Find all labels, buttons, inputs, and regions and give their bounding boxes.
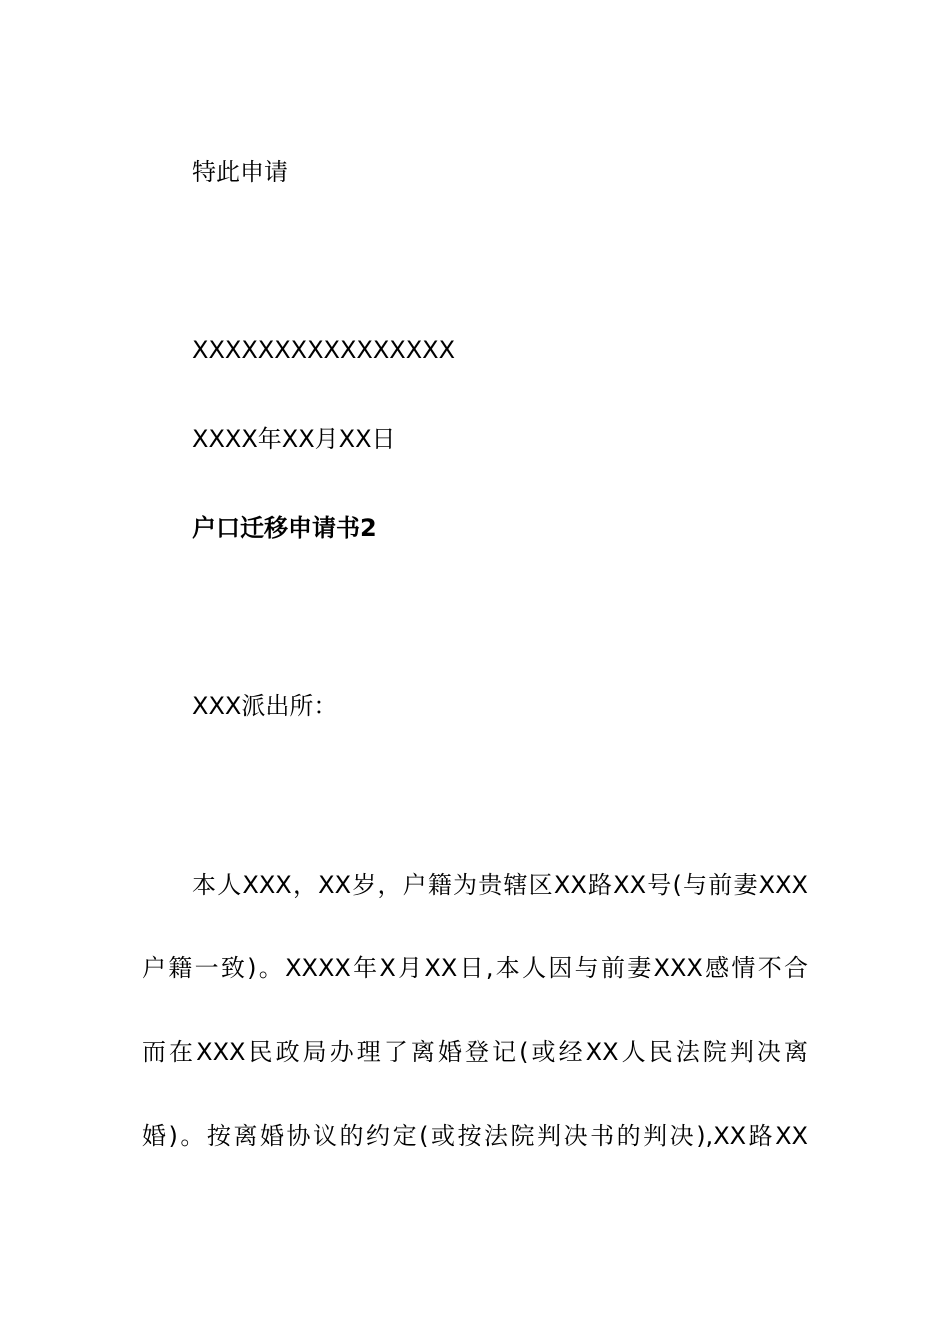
body-line: 户籍一致)。XXXX年X月XX日,本人因与前妻XXX感情不合: [142, 954, 808, 982]
addressee: XXX派出所：: [192, 692, 338, 720]
closing-text: 特此申请: [192, 158, 288, 186]
section-title: 户口迁移申请书2: [192, 514, 377, 542]
signature-name: XXXXXXXXXXXXXXXX: [192, 336, 456, 364]
body-line: 本人XXX，XX岁，户籍为贵辖区XX路XX号(与前妻XXX: [192, 871, 808, 899]
body-line: 婚)。按离婚协议的约定(或按法院判决书的判决),XX路XX: [142, 1122, 808, 1150]
signature-date: XXXX年XX月XX日: [192, 425, 396, 453]
body-line: 而在XXX民政局办理了离婚登记(或经XX人民法院判决离: [142, 1038, 808, 1066]
